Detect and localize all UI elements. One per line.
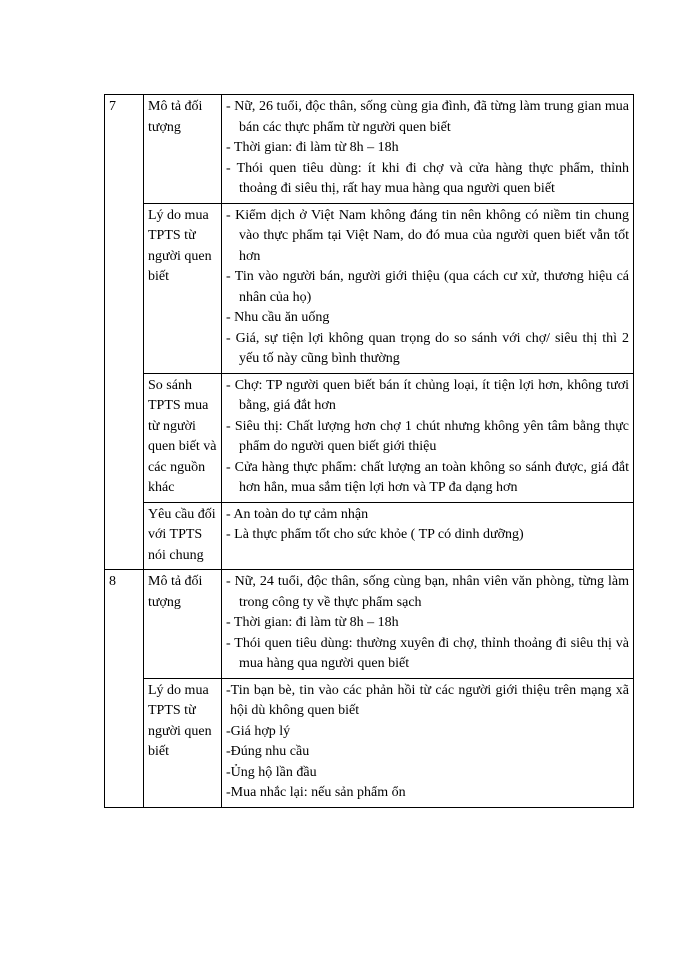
table-row	[105, 570, 634, 679]
row-number: 8	[105, 570, 144, 808]
list-item: - An toàn do tự cảm nhận	[226, 506, 369, 522]
list-item: - Chợ: TP người quen biết bán ít chủng loại, ít tiện lợi hơn, không tươi bằng, giá đắt hơn	[226, 377, 629, 413]
list-item: - Cửa hàng thực phẩm: chất lượng an toàn không so sánh được, giá đắt hơn hẳn, mua sắm tiện lợi hơn và TP đa dạng hơn	[226, 459, 629, 495]
list-item: - Nữ, 24 tuổi, độc thân, sống cùng bạn, nhân viên văn phòng, từng làm trong công ty về thực phẩm sạch	[226, 574, 629, 610]
section-label: Mô tả đối tượng	[144, 95, 222, 204]
list-item: - Tin vào người bán, người giới thiệu (qua cách cư xử, thương hiệu cá nhân của họ)	[226, 269, 629, 305]
table-row	[105, 373, 634, 502]
table-row	[105, 678, 634, 807]
list-item: - Kiểm dịch ở Việt Nam không đáng tin nên không có niềm tin chung vào thực phẩm tại Việt Nam, do đó mua của người quen biết vẫn tốt hơn	[226, 207, 629, 264]
interview-table	[104, 94, 634, 808]
list-item: - Thói quen tiêu dùng: ít khi đi chợ và cửa hàng thực phẩm, thỉnh thoảng đi siêu thị, rất hay mua hàng qua người quen biết	[226, 160, 629, 196]
list-item: -Tin bạn bè, tin vào các phản hồi từ các người giới thiệu trên mạng xã hội dù không quen biết	[226, 682, 629, 718]
row-number: 7	[105, 95, 144, 570]
section-content	[222, 203, 634, 373]
table-row	[105, 502, 634, 570]
list-item: - Giá, sự tiện lợi không quan trọng do so sánh với chợ/ siêu thị thì 2 yếu tố này cũng bình thường	[226, 330, 629, 366]
table-row	[105, 95, 634, 204]
section-label: Mô tả đối tượng	[144, 570, 222, 679]
list-item: - Thời gian: đi làm từ 8h – 18h	[226, 615, 399, 630]
section-content	[222, 95, 634, 204]
section-label: Yêu cầu đối với TPTS nói chung	[144, 502, 222, 570]
list-item: - Nữ, 26 tuổi, độc thân, sống cùng gia đình, đã từng làm trung gian mua bán các thực phẩm từ người quen biết	[226, 99, 629, 135]
list-item: -Ủng hộ lần đầu	[226, 764, 317, 780]
list-item: - Siêu thị: Chất lượng hơn chợ 1 chút nhưng không yên tâm bằng thực phẩm do người quen biết giới thiệu	[226, 418, 629, 454]
section-label: So sánh TPTS mua từ người quen biết và các nguồn khác	[144, 373, 222, 502]
list-item: -Đúng nhu cầu	[226, 744, 310, 759]
list-item: - Nhu cầu ăn uống	[226, 310, 330, 325]
list-item: - Thời gian: đi làm từ 8h – 18h	[226, 140, 399, 155]
list-item: -Giá hợp lý	[226, 723, 291, 739]
list-item: -Mua nhắc lại: nếu sản phẩm ổn	[226, 785, 406, 800]
section-content	[222, 502, 634, 570]
table-row	[105, 203, 634, 373]
list-item: - Thói quen tiêu dùng: thường xuyên đi chợ, thỉnh thoảng đi siêu thị và mua hàng qua người quen biết	[226, 635, 629, 671]
section-content	[222, 678, 634, 807]
section-content	[222, 570, 634, 679]
list-item: - Là thực phẩm tốt cho sức khỏe ( TP có dinh dưỡng)	[226, 527, 524, 542]
section-content	[222, 373, 634, 502]
section-label: Lý do mua TPTS từ người quen biết	[144, 203, 222, 373]
section-label: Lý do mua TPTS từ người quen biết	[144, 678, 222, 807]
